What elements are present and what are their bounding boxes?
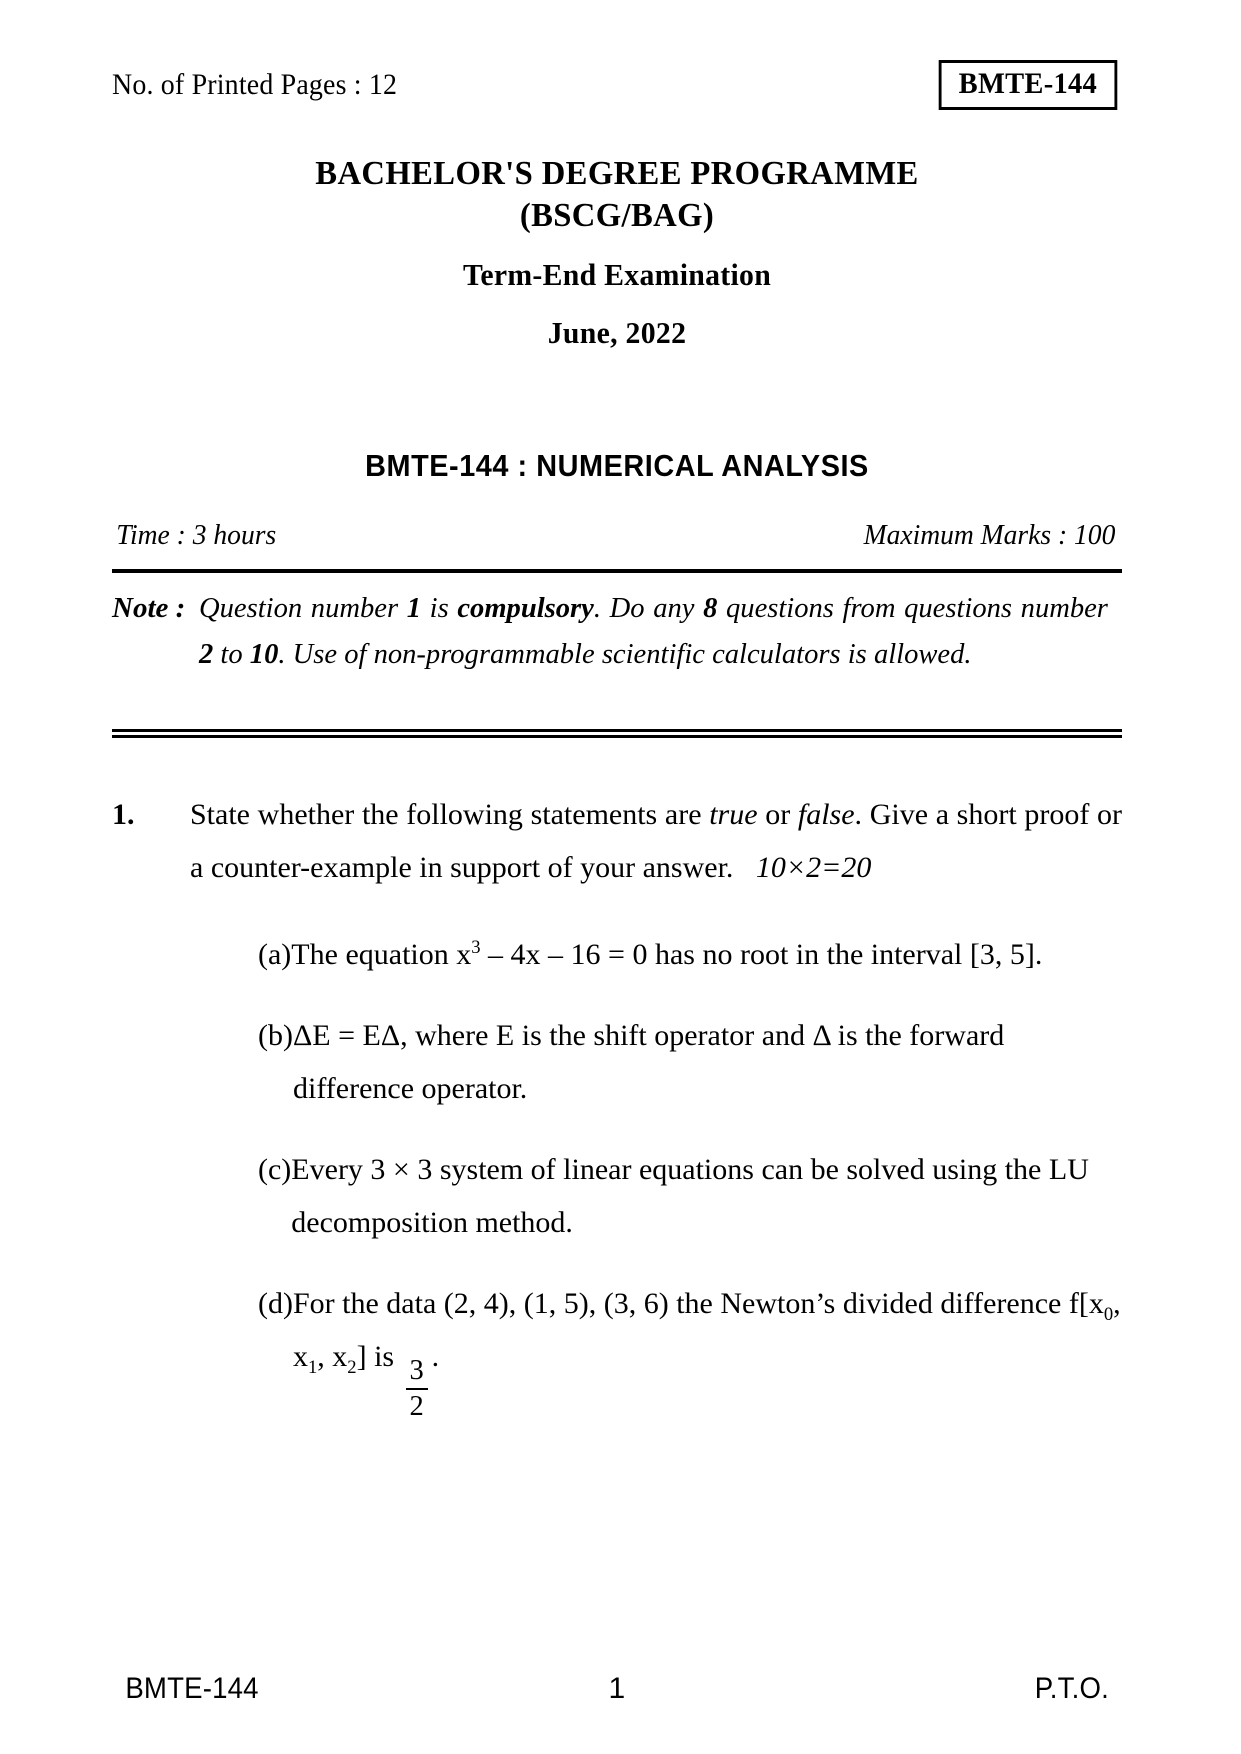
exam-time: Time : 3 hours bbox=[116, 519, 277, 551]
sub-item-b-label: (b) bbox=[258, 1019, 293, 1052]
sub-item-c-text: Every 3 × 3 system of linear equations can be solved using the LU decomposition method. bbox=[291, 1153, 1089, 1239]
exam-max-marks: Maximum Marks : 100 bbox=[863, 519, 1116, 551]
sub-item-d-mid3: ] is bbox=[356, 1340, 402, 1373]
footer-pto-label: P.T.O. bbox=[1034, 1672, 1109, 1705]
fraction-denominator: 2 bbox=[409, 1390, 424, 1422]
question-1-sub-items bbox=[190, 928, 1122, 1422]
programme-subtitle: (BSCG/BAG) bbox=[519, 197, 715, 234]
fraction-bar bbox=[406, 1388, 428, 1390]
sub-item-d-sub2: 1 bbox=[307, 1357, 318, 1378]
sub-item-d bbox=[190, 1277, 1122, 1422]
sub-item-c bbox=[190, 1143, 1122, 1249]
fraction-numerator: 3 bbox=[409, 1354, 424, 1386]
sub-item-d-pre: For the data (2, 4), (1, 5), (3, 6) the Newton’s divided difference f[x bbox=[292, 1287, 1104, 1320]
sub-item-d-sub1: 0 bbox=[1103, 1304, 1114, 1325]
question-1 bbox=[112, 788, 1122, 1450]
note-label: Note : bbox=[112, 592, 186, 624]
course-title: BMTE-144 : NUMERICAL ANALYSIS bbox=[365, 448, 869, 483]
sub-item-a-post: – 4x – 16 = 0 has no root in the interval [3, 5]. bbox=[480, 938, 1043, 971]
question-1-text-c: . Give a short proof or a counter-example in support of your answer. bbox=[190, 798, 1122, 884]
question-1-text-b: or bbox=[757, 798, 798, 831]
note-line1-b: number bbox=[311, 592, 399, 624]
note-line1-c: 1 bbox=[407, 592, 422, 624]
note-line2-d: to bbox=[213, 638, 251, 670]
sub-item-a-label: (a) bbox=[258, 938, 292, 971]
exam-info-row bbox=[112, 519, 1122, 552]
question-1-false-word: false bbox=[797, 798, 855, 831]
programme-title: BACHELOR'S DEGREE PROGRAMME bbox=[315, 155, 919, 192]
note-line2-b: questions from questions number bbox=[717, 592, 1109, 624]
note-line1-f: . Do bbox=[594, 592, 645, 624]
sub-item-d-text bbox=[293, 1277, 1122, 1422]
note-line2-c: 2 bbox=[199, 638, 214, 670]
note-line1-g: any bbox=[653, 592, 695, 624]
note-line2-e: 10 bbox=[250, 638, 279, 670]
question-1-text-a: State whether the following statements are bbox=[190, 798, 710, 831]
note-line1-d: is bbox=[429, 592, 449, 624]
sub-item-a-pre: The equation x bbox=[291, 938, 472, 971]
footer-page-number: 1 bbox=[608, 1672, 626, 1705]
divider-rule-double bbox=[112, 729, 1122, 737]
printed-pages-label: No. of Printed Pages : 12 bbox=[112, 68, 398, 101]
sub-item-a-text bbox=[291, 928, 1122, 981]
sub-item-d-post: . bbox=[431, 1340, 440, 1373]
sub-item-b bbox=[190, 1009, 1122, 1115]
exam-type-title: Term-End Examination bbox=[462, 257, 772, 292]
questions-area bbox=[112, 788, 1122, 1450]
sub-item-a-exponent: 3 bbox=[471, 937, 481, 958]
question-1-true-word: true bbox=[709, 798, 758, 831]
sub-item-c-label: (c) bbox=[258, 1153, 292, 1186]
sub-item-a bbox=[190, 928, 1122, 981]
sub-item-d-mid1: , x bbox=[292, 1287, 1121, 1373]
question-number: 1. bbox=[112, 798, 135, 831]
divided-difference-fraction bbox=[406, 1356, 428, 1422]
title-block bbox=[112, 155, 1122, 351]
note-line1-e: compulsory bbox=[457, 592, 595, 624]
course-code-box: BMTE-144 bbox=[939, 60, 1117, 110]
question-1-text bbox=[190, 788, 1122, 894]
sub-item-d-label: (d) bbox=[258, 1287, 293, 1320]
sub-item-b-text: ΔE = EΔ, where E is the shift operator and Δ is the forward difference operator. bbox=[292, 1019, 1005, 1105]
note-line2-f: . Use of bbox=[278, 638, 367, 670]
page-header bbox=[112, 60, 1122, 110]
note-line2-a: 8 bbox=[703, 592, 718, 624]
page-footer bbox=[112, 1672, 1122, 1706]
footer-course-code: BMTE-144 bbox=[125, 1672, 259, 1705]
sub-item-d-mid2: , x bbox=[317, 1340, 348, 1373]
note-line1-a: Question bbox=[199, 592, 303, 624]
question-1-marks: 10×2=20 bbox=[755, 851, 872, 884]
note-line3: non-programmable scientific calculators is allowed. bbox=[373, 638, 972, 670]
note-text bbox=[199, 585, 1108, 677]
exam-session: June, 2022 bbox=[547, 315, 687, 350]
divider-rule-top bbox=[112, 569, 1122, 573]
sub-item-d-sub3: 2 bbox=[347, 1357, 357, 1378]
note-block bbox=[112, 585, 1122, 677]
